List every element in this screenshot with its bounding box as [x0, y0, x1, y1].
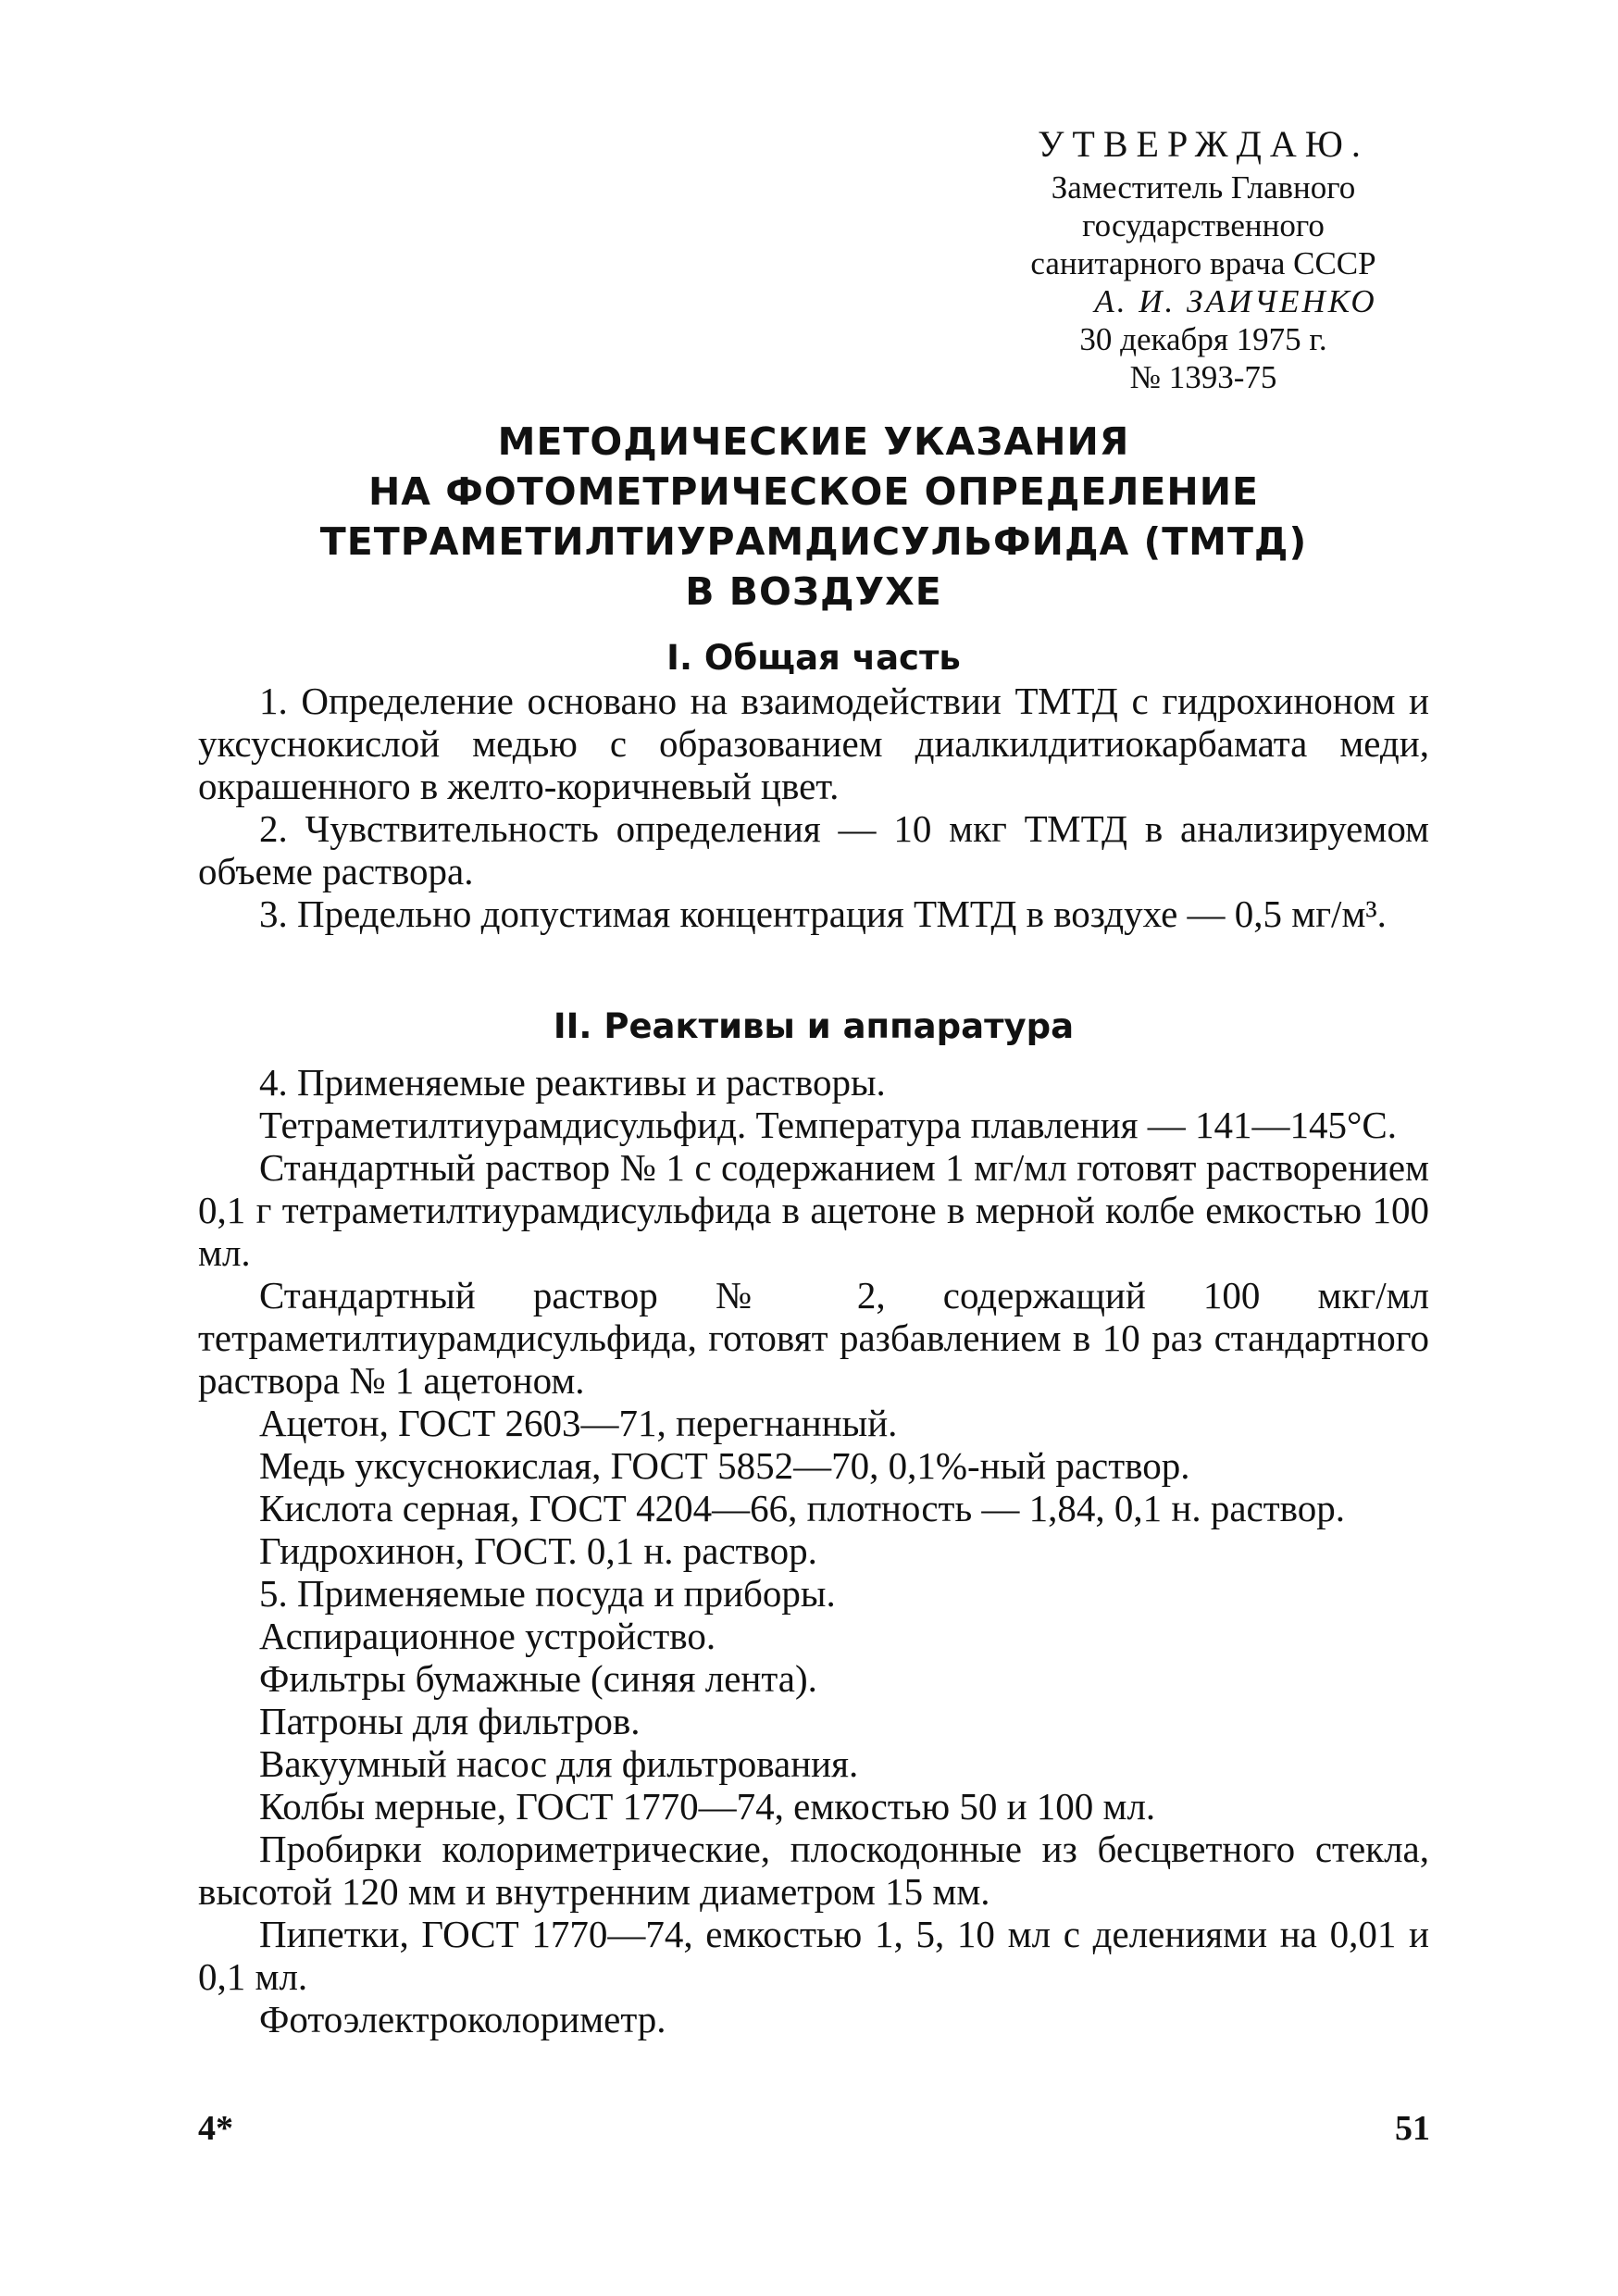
list-item: Ацетон, ГОСТ 2603—71, перегнанный. [259, 1402, 898, 1444]
approval-heading: УТВЕРЖДАЮ. [1038, 123, 1369, 165]
list-item: Медь уксуснокислая, ГОСТ 5852—70, 0,1%-ный раствор. [259, 1444, 1190, 1487]
list-item: 4. Применяемые реактивы и растворы. [259, 1061, 886, 1104]
section-heading-general: I. Общая часть [666, 638, 961, 678]
title-line-3: ТЕТРАМЕТИЛТИУРАМДИСУЛЬФИДА (ТМТД) [319, 519, 1308, 564]
list-item: Гидрохинон, ГОСТ. 0,1 н. раствор. [259, 1529, 817, 1572]
page-number: 51 [1395, 2109, 1430, 2148]
list-item: Колбы мерные, ГОСТ 1770—74, емкостью 50 и 100 мл. [259, 1785, 1156, 1828]
paragraph-2: 2. Чувствительность определения — 10 мкг ТМТД в анализируемом объеме раствора. [198, 807, 1429, 892]
list-item: Стандартный раствор № 1 с содержанием 1 мг/мл готовят растворением 0,1 г тетраметилтиурамдисульфида в ацетоне в мерной колбе емкостью 100 мл. [198, 1146, 1429, 1274]
list-item: Тетраметилтиурамдисульфид. Температура плавления — 141—145°С. [259, 1104, 1397, 1146]
list-item: Пробирки колориметрические, плоскодонные из бесцветного стекла, высотой 120 мм и внутренним диаметром 15 мм. [198, 1828, 1429, 1913]
list-item: Фотоэлектроколориметр. [259, 1998, 666, 2040]
list-item: Патроны для фильтров. [259, 1700, 641, 1742]
list-item: 5. Применяемые посуда и приборы. [259, 1572, 836, 1615]
list-item: Вакуумный насос для фильтрования. [259, 1742, 859, 1785]
approver-position-line-1: Заместитель Главного [1051, 169, 1356, 206]
section-heading-reagents: II. Реактивы и аппаратура [553, 1006, 1075, 1046]
signature-mark: 4* [198, 2109, 233, 2148]
list-item: Кислота серная, ГОСТ 4204—66, плотность — 1,84, 0,1 н. раствор. [259, 1487, 1345, 1529]
approval-block [963, 120, 1444, 396]
approver-position-line-3: санитарного врача СССР [1030, 245, 1376, 281]
list-item: Стандартный раствор № 2, содержащий 100 мкг/мл тетраметилтиурамдисульфида, готовят разбавлением в 10 раз стандартного раствора № 1 ацетоном. [198, 1274, 1429, 1402]
title-line-2: НА ФОТОМЕТРИЧЕСКОЕ ОПРЕДЕЛЕНИЕ [367, 469, 1260, 514]
paragraph-3: 3. Предельно допустимая концентрация ТМТД в воздухе — 0,5 мг/м³. [259, 892, 1387, 935]
section-reagents [198, 1005, 1429, 2040]
title-line-4: В ВОЗДУХЕ [685, 569, 942, 614]
section-general [198, 637, 1429, 935]
document-title [198, 417, 1429, 617]
list-item: Фильтры бумажные (синяя лента). [259, 1657, 817, 1700]
approver-name: А. И. ЗАИЧЕНКО [1094, 283, 1377, 319]
list-item: Пипетки, ГОСТ 1770—74, емкостью 1, 5, 10 мл с делениями на 0,01 и 0,1 мл. [198, 1913, 1429, 1998]
approval-date: 30 декабря 1975 г. [1079, 321, 1327, 357]
paragraph-1: 1. Определение основано на взаимодействии ТМТД с гидрохиноном и уксуснокислой медью с образованием диалкилдитиокарбамата меди, окрашенного в желто-коричневый цвет. [198, 680, 1429, 807]
list-item: Аспирационное устройство. [259, 1615, 716, 1657]
approval-number: № 1393-75 [1129, 359, 1277, 395]
approver-position-line-2: государственного [1082, 207, 1325, 243]
title-line-1: МЕТОДИЧЕСКИЕ УКАЗАНИЯ [497, 419, 1130, 464]
